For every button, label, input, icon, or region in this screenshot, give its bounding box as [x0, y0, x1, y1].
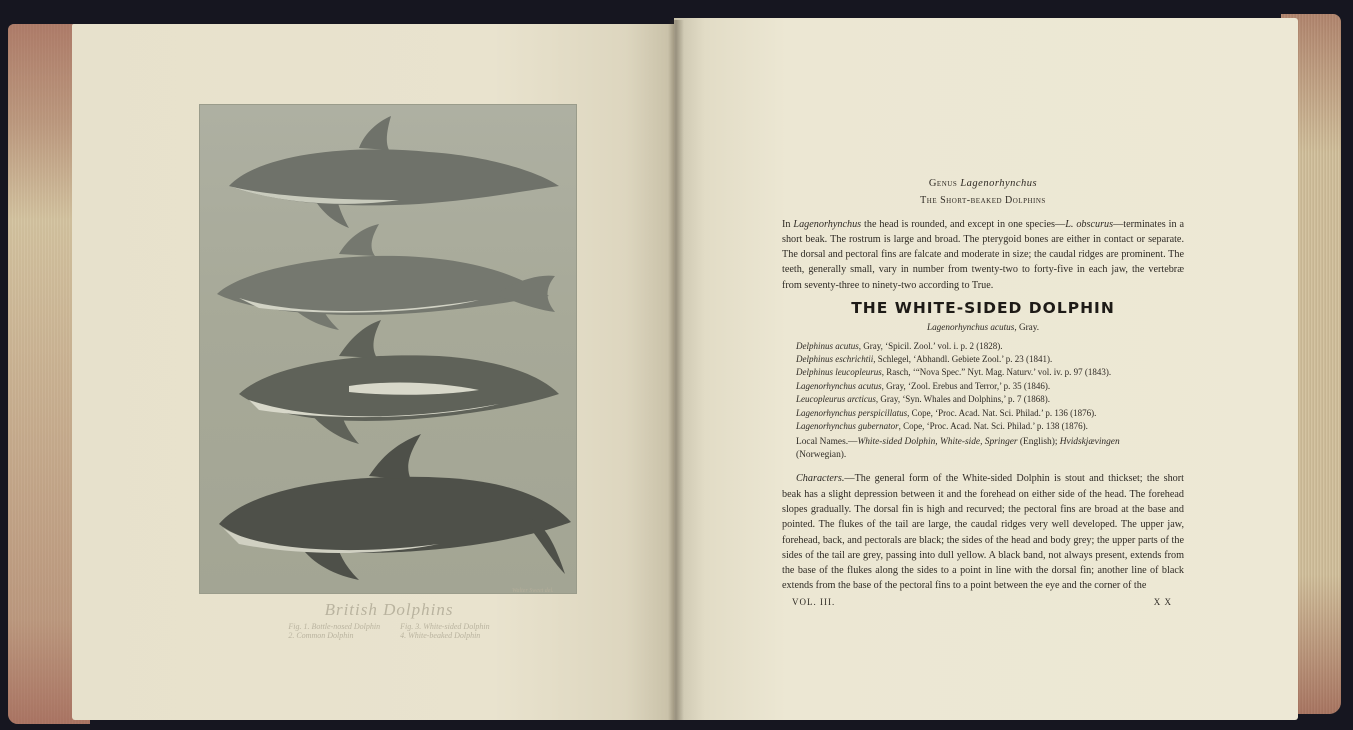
intro-part-2: the head is rounded, and except in one species—	[861, 218, 1066, 230]
synonym-name: Lagenorhynchus acutus	[796, 380, 882, 391]
dolphin-1	[229, 116, 559, 228]
characters-body: —The general form of the White-sided Dolphin is stout and thickset; the short beak has a slight depression between it and the forehead on either side of the head. The forehead slopes gradually. The dorsal fin is high and recurved; the pectoral fins are broad at the base and pointed. The flukes of the tail are large, the caudal ridges very well developed. The upper jaw, forehead, back, and pectorals are black; the sides of the head and body grey; the upper parts of the sides of the tail are grey, passing into dull yellow. A black band, not always present, extends from the base of the flukes along the sides to a point in line with the dorsal fin; another line of black extends from the base of the pectoral fins to a point between the eye and the corner of the	[782, 473, 1184, 592]
local-names-norwegian: Hvidskjævingen	[1059, 436, 1120, 447]
synonym-name: Delphinus acutus	[796, 340, 859, 351]
gathering-signature: X X	[1153, 596, 1172, 607]
local-names-label: Local Names.—	[796, 436, 858, 447]
synonym-name: Delphinus leucopleurus	[796, 367, 882, 378]
synonym-ref: , Schlegel, ‘Abhandl. Gebiete Zool.’ p. 23 (1841).	[873, 354, 1053, 365]
synonym-name: Lagenorhynchus gubernator	[796, 421, 899, 432]
intro-genus: Lagenorhynchus	[793, 218, 862, 230]
synonym-item	[782, 353, 1184, 366]
synonym-item	[782, 366, 1184, 379]
synonym-ref: , Cope, ‘Proc. Acad. Nat. Sci. Philad.’ p. 136 (1876).	[907, 407, 1097, 418]
artist-credit: Walter Sweet del.	[512, 588, 554, 594]
dolphin-3	[239, 320, 559, 444]
page-footer	[782, 595, 1184, 610]
genus-heading	[782, 176, 1184, 191]
local-names-english: White-sided Dolphin, White-side, Springer	[857, 436, 1018, 447]
legend-fig-4: 4. White-beaked Dolphin	[400, 631, 481, 640]
book-gutter	[668, 20, 684, 720]
species-heading: THE WHITE-SIDED DOLPHIN	[851, 299, 1115, 318]
dolphins-drawing	[199, 104, 577, 594]
synonym-ref: , Gray, ‘Syn. Whales and Dolphins,’ p. 7 (1868).	[875, 394, 1050, 405]
synonym-ref: , Gray, ‘Spicil. Zool.’ vol. i. p. 2 (1828).	[858, 340, 1003, 351]
plate-legend	[200, 622, 578, 640]
local-names	[782, 436, 1184, 463]
genus-description	[782, 217, 1184, 293]
synonym-item	[782, 393, 1184, 406]
genus-name: Lagenorhynchus	[960, 178, 1038, 189]
synonym-item	[782, 340, 1184, 353]
synonym-name: Leucopleurus arcticus	[796, 394, 876, 405]
page-text	[782, 176, 1184, 610]
intro-part-3: —terminates in a short beak. The rostrum is large and broad. The pterygoid bones are either in contact or separate. The dorsal and pectoral fins are falcate and moderate in size; the caudal ridges are prominent. The teeth, generally small, vary in number from twenty-two to forty-five in each jaw, the vertebræ from seventy-three to ninety-two according to True.	[782, 218, 1184, 291]
legend-fig-2: 2. Common Dolphin	[288, 631, 354, 640]
synonym-ref: , Gray, ‘Zool. Erebus and Terror,’ p. 35 (1846).	[881, 380, 1051, 391]
intro-lead: In	[782, 218, 794, 230]
synonym-name: Lagenorhynchus perspicillatus	[796, 407, 908, 418]
legend-fig-3: Fig. 3. White-sided Dolphin	[400, 622, 490, 631]
local-english-tag: (English);	[1017, 436, 1060, 447]
dolphin-4	[219, 434, 571, 580]
characters-label: Characters.	[796, 473, 845, 485]
genus-subtitle: The Short-beaked Dolphins	[920, 195, 1046, 207]
species-name	[782, 320, 1184, 335]
species-author: , Gray.	[1014, 322, 1040, 333]
local-norwegian-tag: (Norwegian).	[796, 449, 847, 460]
dolphin-2	[217, 224, 555, 330]
legend-fig-1: Fig. 1. Bottle-nosed Dolphin	[288, 622, 381, 631]
characters-paragraph	[782, 471, 1184, 593]
synonym-item	[782, 380, 1184, 393]
synonym-item	[782, 420, 1184, 433]
plate-title: British Dolphins	[324, 600, 454, 619]
synonym-ref: , Cope, ‘Proc. Acad. Nat. Sci. Philad.’ p. 138 (1876).	[898, 421, 1088, 432]
genus-prefix: Genus	[928, 178, 961, 189]
volume-signature: VOL. III.	[792, 596, 836, 607]
synonymy-list	[782, 340, 1184, 434]
species-binomial: Lagenorhynchus acutus	[926, 322, 1015, 333]
synonym-ref: , Rasch, ‘“Nova Spec.” Nyt. Mag. Naturv.’ vol. iv. p. 97 (1843).	[881, 367, 1112, 378]
plate-caption	[200, 600, 578, 640]
dolphin-plate-illustration	[199, 104, 577, 594]
intro-species: L. obscurus	[1065, 218, 1114, 230]
synonym-item	[782, 407, 1184, 420]
synonym-name: Delphinus eschrichtii	[796, 354, 874, 365]
